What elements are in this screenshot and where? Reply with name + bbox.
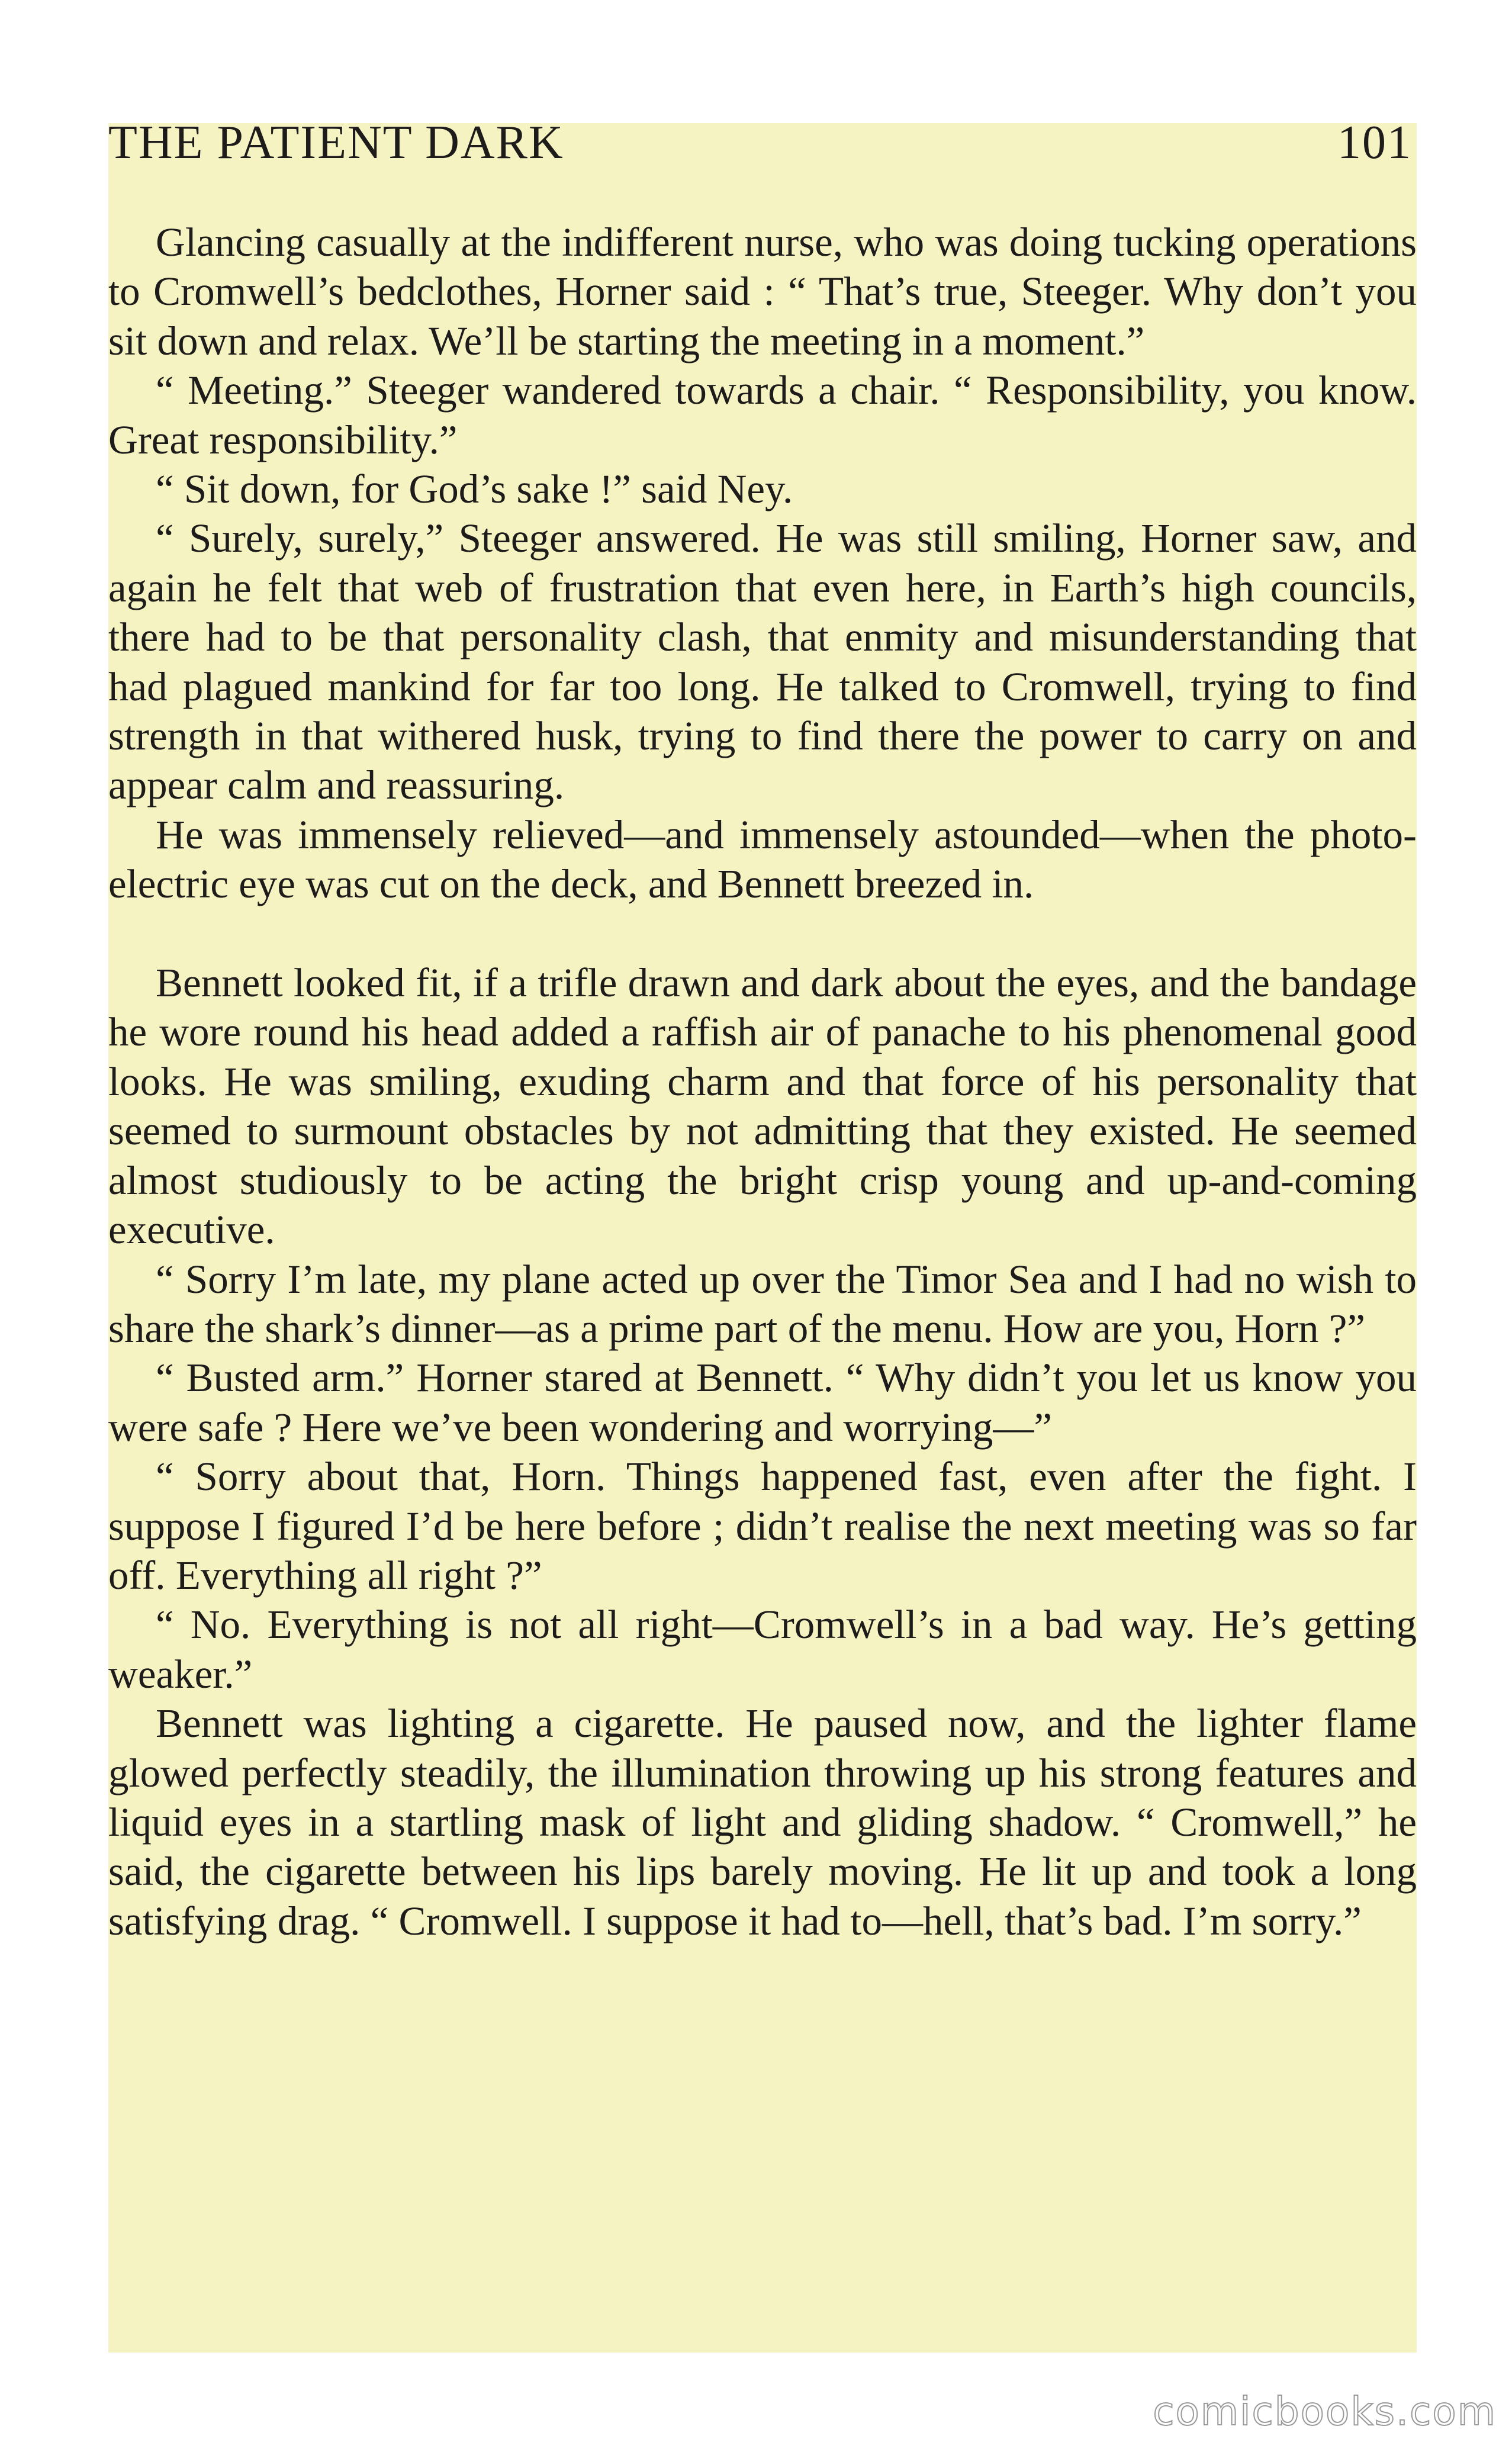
paragraph: “ No. Everything is not all right—Cromwell’s in a bad way. He’s getting weaker.” (108, 1602, 1417, 1697)
page-number: 101 (1337, 117, 1412, 169)
paragraph: Bennett was lighting a cigarette. He paused now, and the lighter flame glowed perfectly steadily, the illumination throwing up his strong features and liquid eyes in a startling mask of light and gliding shadow. “ Cromwell,” he said, the cigarette between his lips barely moving. He lit up and took a long satisfying drag. “ Cromwell. I suppose it had to—hell, that’s bad. I’m sorry.” (108, 1701, 1417, 1943)
paragraph: Glancing casually at the indifferent nurse, who was doing tucking operations to Cromwell’s bedclothes, Horner said : “ That’s true, Steeger. Why don’t you sit down and relax. We’ll be starting the meeting in a moment.” (108, 220, 1417, 363)
paragraph: “ Sorry I’m late, my plane acted up over the Timor Sea and I had no wish to share the shark’s dinner—as a prime part of the menu. How are you, Horn ?” (108, 1256, 1417, 1351)
watermark: comicbooks.com (1153, 2389, 1497, 2434)
paragraph: Bennett looked fit, if a trifle drawn and dark about the eyes, and the bandage he wore round his head added a raffish air of panache to his phenomenal good looks. He was smiling, exuding charm and that force of his personality that seemed to surmount obstacles by not admitting that they existed. He seemed almost studiously to be acting the bright crisp young and up-and-coming executive. (108, 960, 1417, 1253)
body-text (108, 218, 1417, 1946)
running-title: THE PATIENT DARK (108, 117, 564, 169)
paragraph: He was immensely relieved—and immensely astounded—when the photo-electric eye was cut on the deck, and Bennett breezed in. (108, 812, 1417, 907)
paragraph: “ Surely, surely,” Steeger answered. He was still smiling, Horner saw, and again he felt that web of frustration that even here, in Earth’s high councils, there had to be that personality clash, that enmity and misunderstanding that had plagued mankind for far too long. He talked to Cromwell, trying to find strength in that withered husk, trying to find there the power to carry on and appear calm and reassuring. (108, 516, 1417, 808)
running-header (108, 116, 1417, 181)
paragraph: “ Sorry about that, Horn. Things happened fast, even after the fight. I suppose I figured I’d be here before ; didn’t realise the next meeting was so far off. Everything all right ?” (108, 1454, 1417, 1598)
paragraph: “ Meeting.” Steeger wandered towards a chair. “ Responsibility, you know. Great responsibility.” (108, 368, 1417, 462)
paragraph: “ Sit down, for God’s sake !” said Ney. (156, 466, 793, 512)
paragraph: “ Busted arm.” Horner stared at Bennett. “ Why didn’t you let us know you were safe ? Here we’ve been wondering and worrying—” (108, 1355, 1417, 1450)
